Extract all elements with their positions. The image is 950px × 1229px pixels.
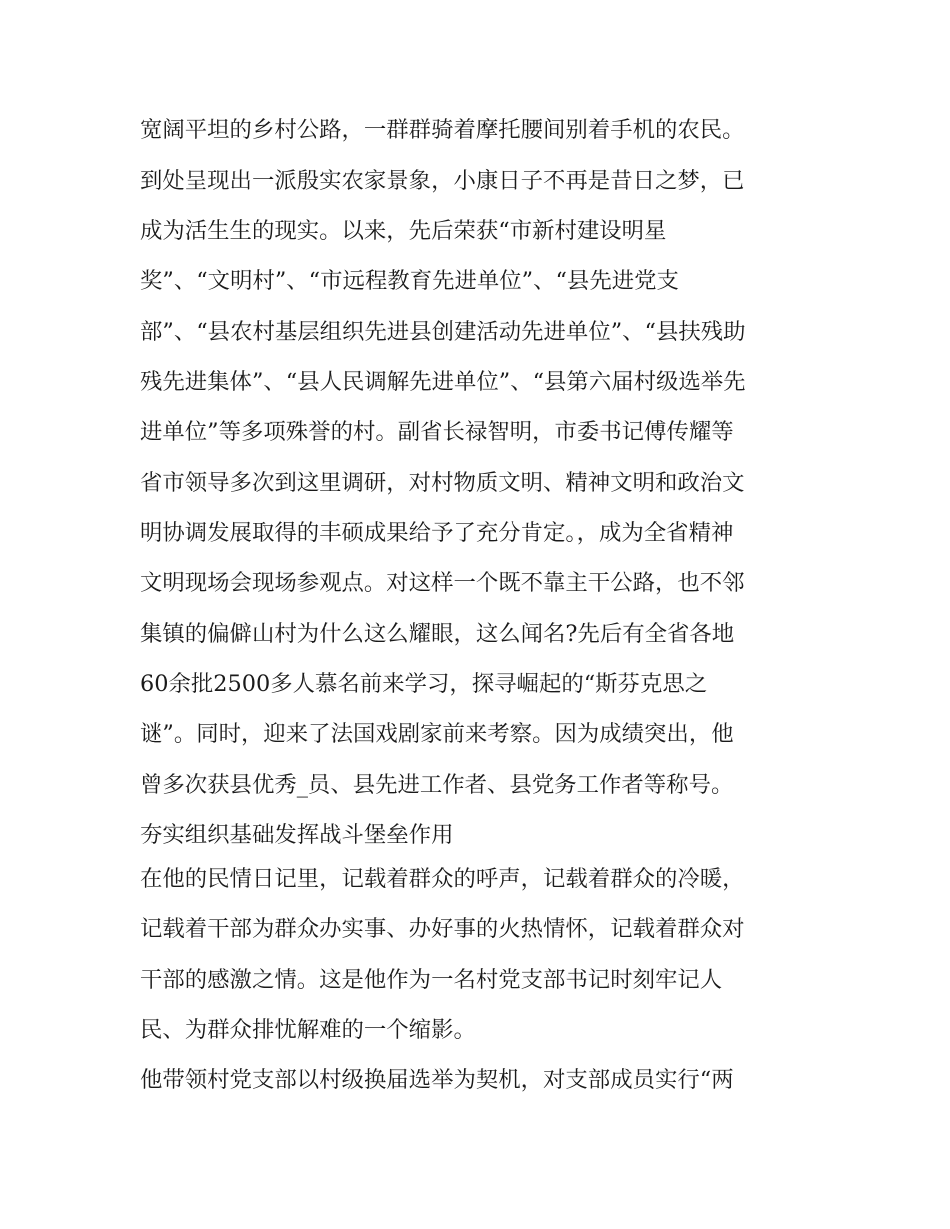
text-line: 集镇的偏僻山村为什么这么耀眼，这么闻名?先后有全省各地 (140, 621, 735, 647)
text-line: 宽阔平坦的乡村公路，一群群骑着摩托腰间别着手机的农民。 (140, 117, 745, 143)
text-line: 曾多次获县优秀_员、县先进工作者、县党务工作者等称号。 (140, 772, 734, 798)
text-line: 进单位”等多项殊誉的村。副省长禄智明，市委书记傅传耀等 (140, 419, 734, 445)
text-line: 60余批2500多人慕名前来学习，探寻崛起的“斯芬克思之 (140, 671, 708, 697)
text-line: 奖”、“文明村”、“市远程教育先进单位”、“县先进党支 (140, 268, 679, 294)
text-line: 到处呈现出一派殷实农家景象，小康日子不再是昔日之梦，已 (140, 168, 745, 194)
text-line: 部”、“县农村基层组织先进县创建活动先进单位”、“县扶残助 (140, 319, 746, 345)
text-line: 省市领导多次到这里调研，对村物质文明、精神文明和政治文 (140, 470, 745, 496)
text-line: 谜”。同时，迎来了法国戏剧家前来考察。因为成绩突出，他 (140, 721, 734, 747)
text-line: 干部的感激之情。这是他作为一名村党支部书记时刻牢记人 (140, 967, 723, 993)
text-line: 他带领村党支部以村级换届选举为契机，对支部成员实行“两 (140, 1067, 734, 1093)
text-line: 记载着干部为群众办实事、办好事的火热情怀，记载着群众对 (140, 916, 745, 942)
text-line: 在他的民情日记里，记载着群众的呼声，记载着群众的冷暖， (140, 866, 745, 892)
text-line: 成为活生生的现实。以来，先后荣获“市新村建设明星 (140, 218, 667, 244)
text-line: 明协调发展取得的丰硕成果给予了充分肯定。，成为全省精神 (140, 520, 734, 546)
text-line: 民、为群众排忧解难的一个缩影。 (140, 1017, 476, 1043)
section-heading: 夯实组织基础发挥战斗堡垒作用 (140, 822, 454, 848)
text-line: 文明现场会现场参观点。对这样一个既不靠主干公路，也不邻 (140, 570, 745, 596)
text-line: 残先进集体”、“县人民调解先进单位”、“县第六届村级选举先 (140, 369, 746, 395)
